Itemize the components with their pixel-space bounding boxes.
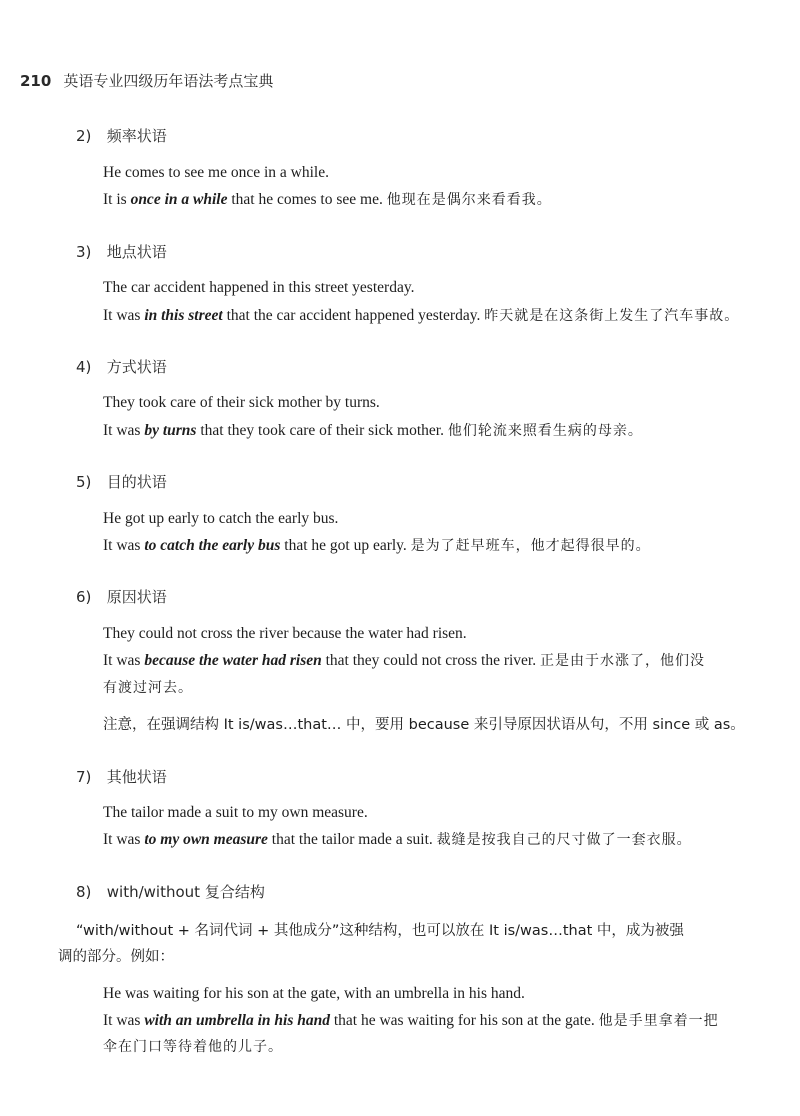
translation: 是为了赶早班车，他才起得很早的。 (410, 538, 651, 554)
emphasis-sentence (103, 829, 692, 849)
emphasis-sentence (103, 535, 651, 555)
emph-post: that he got up early. (280, 537, 407, 554)
page-number: 210 (20, 72, 52, 90)
title: 方式状语 (106, 358, 167, 376)
emph: to catch the early bus (144, 537, 281, 554)
emph-pre: It was (103, 831, 145, 848)
section-heading (76, 471, 167, 492)
example-sentence: He comes to see me once in a while. (103, 164, 329, 181)
num: 7) (76, 768, 92, 786)
emph: to my own measure (144, 831, 268, 848)
translation-continued: 有渡过河去。 (103, 680, 193, 696)
translation: 正是由于水涨了，他们没 (539, 653, 705, 669)
emphasis-sentence (103, 420, 643, 440)
section-heading (76, 586, 167, 607)
translation: 他现在是偶尔来看看我。 (386, 192, 552, 208)
num: 6) (76, 588, 92, 606)
example-sentence: He was waiting for his son at the gate, with an umbrella in his hand. (103, 985, 525, 1002)
emph-pre: It was (103, 307, 145, 324)
title: 目的状语 (106, 473, 167, 491)
section-heading (76, 125, 167, 146)
example-sentence: They took care of their sick mother by turns. (103, 394, 380, 411)
emph-pre: It was (103, 422, 145, 439)
title: 频率状语 (106, 127, 167, 145)
emph-pre: It was (103, 1012, 145, 1029)
emph-post: that the tailor made a suit. (267, 831, 433, 848)
emph: by turns (144, 422, 197, 439)
emphasis-sentence (103, 650, 705, 670)
translation: 他们轮流来照看生病的母亲。 (447, 423, 643, 439)
emphasis-sentence (103, 189, 552, 209)
emph-post: that they could not cross the river. (321, 652, 537, 669)
num: 8) (76, 883, 92, 901)
translation: 裁缝是按我自己的尺寸做了一套衣服。 (436, 832, 692, 848)
title: 地点状语 (106, 243, 167, 261)
book-title: 英语专业四级历年语法考点宝典 (63, 72, 274, 90)
emph-pre: It is (103, 191, 131, 208)
emph-pre: It was (103, 652, 145, 669)
note: 注意，在强调结构 It is/was…that… 中，要用 because 来引导原因状语从句，不用 since 或 as。 (103, 717, 745, 733)
section-heading (76, 881, 265, 902)
emphasis-sentence (103, 1010, 719, 1030)
emph: once in a while (130, 191, 228, 208)
translation: 昨天就是在这条街上发生了汽车事故。 (484, 308, 740, 324)
emph: in this street (144, 307, 223, 324)
title: 其他状语 (106, 768, 167, 786)
emph-pre: It was (103, 537, 145, 554)
example-sentence: They could not cross the river because the water had risen. (103, 625, 467, 642)
emph-post: that he was waiting for his son at the gate. (329, 1012, 595, 1029)
num: 2) (76, 127, 92, 145)
title: 原因状语 (106, 588, 167, 606)
intro-paragraph: “with/without + 名词代词 + 其他成分”这种结构，也可以放在 It is/was…that 中，成为被强 (76, 923, 684, 939)
emph-post: that he comes to see me. (227, 191, 383, 208)
intro-paragraph-cont: 调的部分。例如： (58, 949, 174, 965)
section-heading (76, 356, 167, 377)
example-sentence: He got up early to catch the early bus. (103, 510, 339, 527)
emph: with an umbrella in his hand (144, 1012, 330, 1029)
section-heading (76, 766, 167, 787)
num: 3) (76, 243, 92, 261)
page-header (20, 70, 273, 91)
num: 4) (76, 358, 92, 376)
num: 5) (76, 473, 92, 491)
translation: 他是手里拿着一把 (598, 1013, 719, 1029)
emph-post: that the car accident happened yesterday. (222, 307, 481, 324)
emph-post: that they took care of their sick mother. (196, 422, 444, 439)
example-sentence: The car accident happened in this street yesterday. (103, 279, 415, 296)
translation-continued: 伞在门口等待着他的儿子。 (103, 1039, 283, 1055)
example-sentence: The tailor made a suit to my own measure. (103, 804, 368, 821)
emphasis-sentence (103, 305, 739, 325)
title: with/without 复合结构 (106, 883, 265, 901)
emph: because the water had risen (144, 652, 322, 669)
section-heading (76, 241, 167, 262)
